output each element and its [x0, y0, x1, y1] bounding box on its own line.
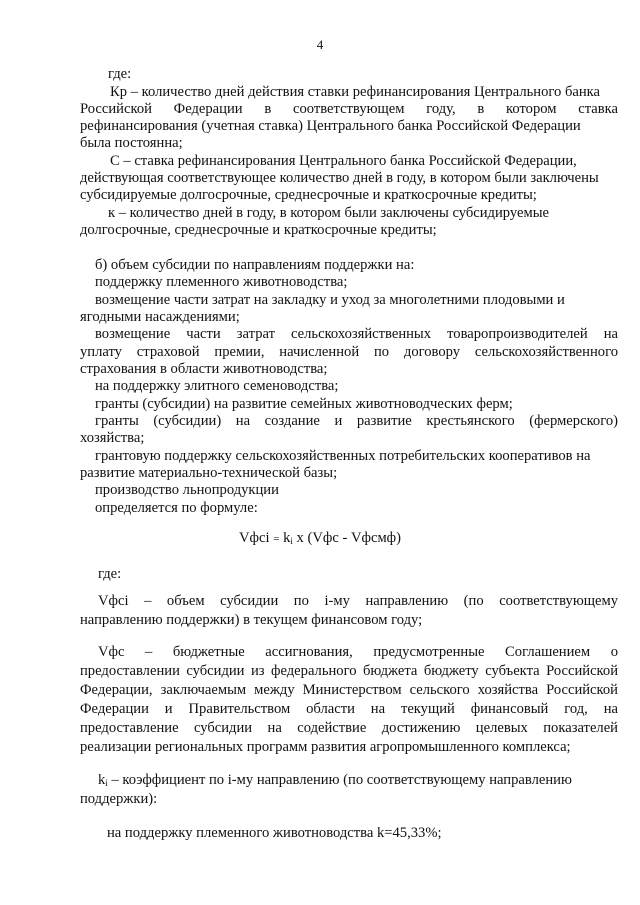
text-line: возмещение части затрат сельскохозяйственных товаропроизводителей на — [95, 326, 618, 342]
ki-description: – коэффициент по i-му направлению (по соответствующему направлению — [111, 772, 572, 788]
text-line: производство льнопродукции — [95, 482, 279, 498]
text-line: на поддержку элитного семеноводства; — [95, 378, 339, 394]
text-line: направлению поддержки) в текущем финансовом году; — [80, 612, 423, 628]
ki-symbol: $k_i$ — [98, 772, 108, 788]
text-line: Vфсi – объем субсидии по i-му направлению (по соответствующему — [98, 593, 618, 609]
text-line: грантовую поддержку сельскохозяйственных потребительских кооперативов на — [95, 448, 591, 464]
text-line: долгосрочные, среднесрочные и краткосрочные кредиты; — [80, 222, 437, 238]
text-line — [98, 772, 618, 792]
text-line: на поддержку племенного животноводства k=45,33%; — [107, 825, 442, 841]
text-line: ягодными насаждениями; — [80, 309, 240, 325]
formula-left: Vфсi — [239, 530, 270, 546]
text-line: поддержки): — [80, 791, 158, 807]
text-line: хозяйства; — [80, 430, 145, 446]
text-line: гранты (субсидии) на развитие семейных животноводческих ферм; — [95, 396, 513, 412]
formula — [0, 530, 640, 550]
text-line: Федерации и Правительством области на текущий финансовый год, на — [80, 701, 618, 717]
formula-k: k — [283, 530, 291, 546]
text-line: к – количество дней в году, в котором были заключены субсидируемые — [108, 205, 549, 221]
text-line: предоставление субсидии на содействие достижению целевых показателей — [80, 720, 618, 736]
text-line: Vфс – бюджетные ассигнования, предусмотренные Соглашением о — [98, 644, 618, 660]
text-line: С – ставка рефинансирования Центрального банка Российской Федерации, — [110, 153, 577, 169]
text-line: где: — [108, 66, 132, 82]
formula-eq: = — [273, 533, 280, 545]
text-line: реализации региональных программ развития агропромышленного комплекса; — [80, 739, 571, 755]
text-line: рефинансирования (учетная ставка) Центрального банка Российской Федерации — [80, 118, 581, 134]
formula-k-sub: i — [290, 536, 293, 546]
text-line: поддержку племенного животноводства; — [95, 274, 348, 290]
text-line: развитие материально-технической базы; — [80, 465, 338, 481]
text-line: Российской Федерации в соответствующем году, в котором ставка — [80, 101, 618, 117]
text-line: где: — [98, 566, 122, 582]
text-line: предоставлении субсидии из федерального бюджета бюджету субъекта Российской — [80, 663, 618, 679]
text-line: субсидируемые долгосрочные, среднесрочные и краткосрочные кредиты; — [80, 187, 537, 203]
formula-rest: x (Vфс - Vфсмф) — [296, 530, 401, 546]
text-line: б) объем субсидии по направлениям поддержки на: — [95, 257, 415, 273]
text-line: возмещение части затрат на закладку и уход за многолетними плодовыми и — [95, 292, 565, 308]
text-line: уплату страховой премии, начисленной по договору сельскохозяйственного — [80, 344, 618, 360]
page-number: 4 — [316, 37, 324, 52]
text-line: Федерации, заключаемым между Министерством сельского хозяйства Российской — [80, 682, 618, 698]
text-line: действующая соответствующее количество дней в году, в котором были заключены — [80, 170, 599, 186]
text-line: страхования в области животноводства; — [80, 361, 328, 377]
text-line: Кр – количество дней действия ставки рефинансирования Центрального банка — [110, 84, 601, 100]
text-line: определяется по формуле: — [95, 500, 258, 516]
text-line: гранты (субсидии) на создание и развитие крестьянского (фермерского) — [95, 413, 618, 429]
text-line: была постоянна; — [80, 135, 183, 151]
